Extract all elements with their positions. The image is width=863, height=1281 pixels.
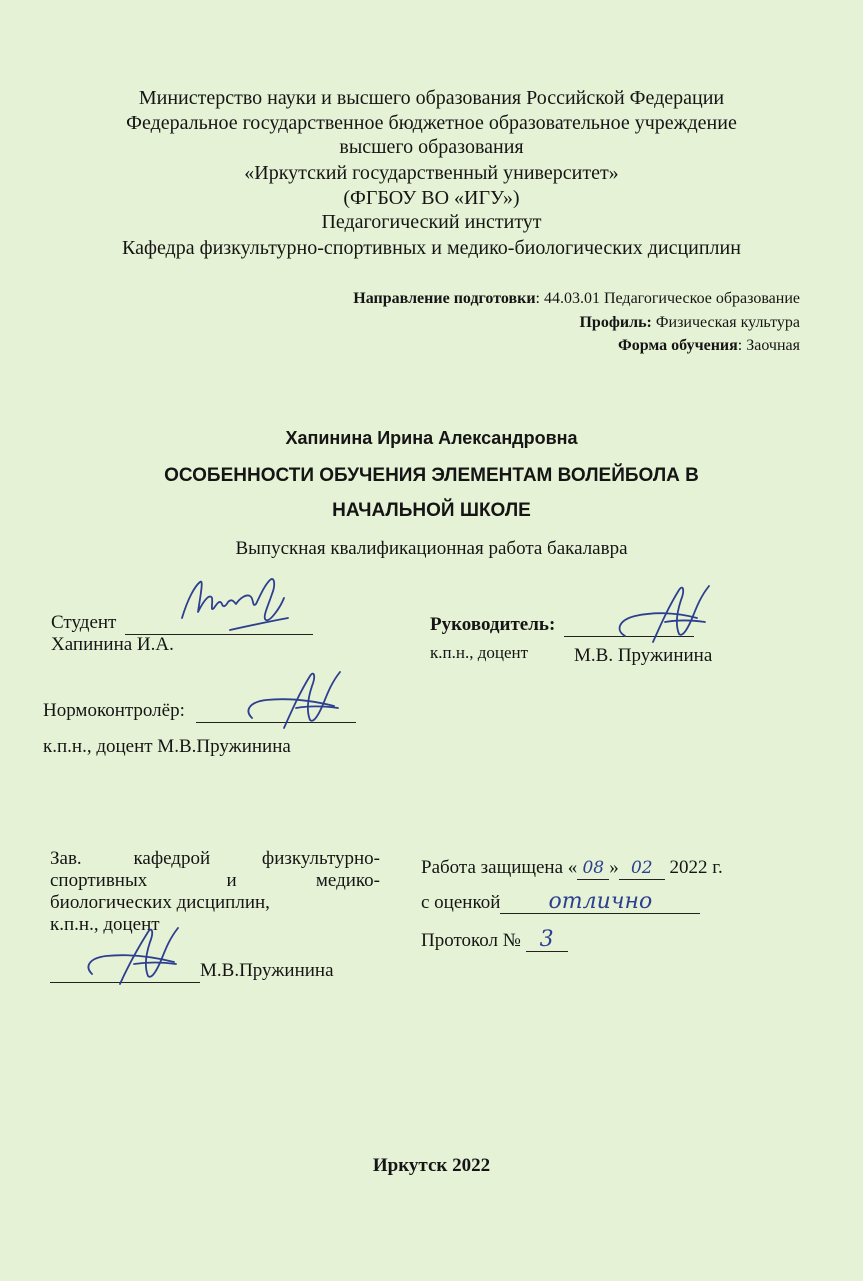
normcontrol-info: к.п.н., доцент М.В.Пружинина (43, 736, 291, 757)
head-line3: биологических дисциплин, (50, 892, 270, 913)
grade-line (421, 891, 700, 914)
direction-value: : 44.03.01 Педагогическое образование (535, 290, 800, 307)
head-line2: спортивных и медико- (50, 870, 381, 891)
protocol-label: Протокол № (421, 930, 521, 951)
defense-day: 08 (577, 857, 609, 880)
normcontrol-signature-icon (238, 664, 358, 744)
study-form-label: Форма обучения (617, 337, 738, 354)
defense-prefix: Работа защищена « (421, 857, 578, 878)
head-signature-icon (78, 918, 198, 998)
supervisor-label: Руководитель: (430, 614, 556, 635)
profile-value: Физическая культура (651, 314, 800, 331)
grade-value: отлично (500, 891, 700, 914)
defense-month: 02 (619, 857, 665, 880)
education-level-line: высшего образования (339, 136, 524, 158)
university-name-line: «Иркутский государственный университет» (244, 162, 619, 184)
head-line1: Зав. кафедрой физкультурно- (50, 848, 380, 869)
grade-label: с оценкой (421, 892, 501, 913)
ministry-line: Министерство науки и высшего образования Российской Федерации (138, 87, 725, 109)
normcontrol-label: Нормоконтролёр: (43, 700, 185, 721)
direction-line (353, 289, 800, 309)
student-signature-icon (170, 568, 300, 638)
supervisor-degree: к.п.н., доцент (430, 643, 529, 662)
protocol-line (421, 929, 568, 952)
defense-date-line (421, 857, 723, 880)
work-type: Выпускная квалификационная работа бакалавра (235, 538, 628, 559)
profile-line (579, 313, 800, 333)
defense-sep: » (609, 857, 619, 878)
thesis-title-line2: НАЧАЛЬНОЙ ШКОЛЕ (332, 500, 531, 521)
author-name: Хапинина Ирина Александровна (285, 428, 578, 448)
study-form-value: : Заочная (737, 337, 800, 354)
city-year: Иркутск 2022 (372, 1155, 491, 1176)
head-name: М.В.Пружинина (200, 960, 334, 981)
head-line4: к.п.н., доцент (50, 914, 160, 935)
protocol-number: 3 (526, 929, 568, 952)
direction-label: Направление подготовки (353, 290, 536, 307)
institute-line: Педагогический институт (321, 211, 542, 233)
supervisor-name: М.В. Пружинина (574, 645, 713, 666)
profile-label: Профиль: (579, 314, 652, 331)
university-abbr-line: (ФГБОУ ВО «ИГУ») (343, 187, 520, 209)
study-form-line (618, 336, 800, 356)
student-name: Хапинина И.А. (51, 634, 174, 655)
thesis-title-line1: ОСОБЕННОСТИ ОБУЧЕНИЯ ЭЛЕМЕНТАМ ВОЛЕЙБОЛА В (164, 465, 699, 486)
institution-type-line: Федеральное государственное бюджетное образовательное учреждение (126, 112, 737, 134)
student-label: Студент (51, 612, 117, 633)
supervisor-signature-icon (605, 576, 725, 656)
defense-year: 2022 г. (669, 857, 723, 878)
department-line: Кафедра физкультурно-спортивных и медико-биологических дисциплин (122, 237, 741, 259)
